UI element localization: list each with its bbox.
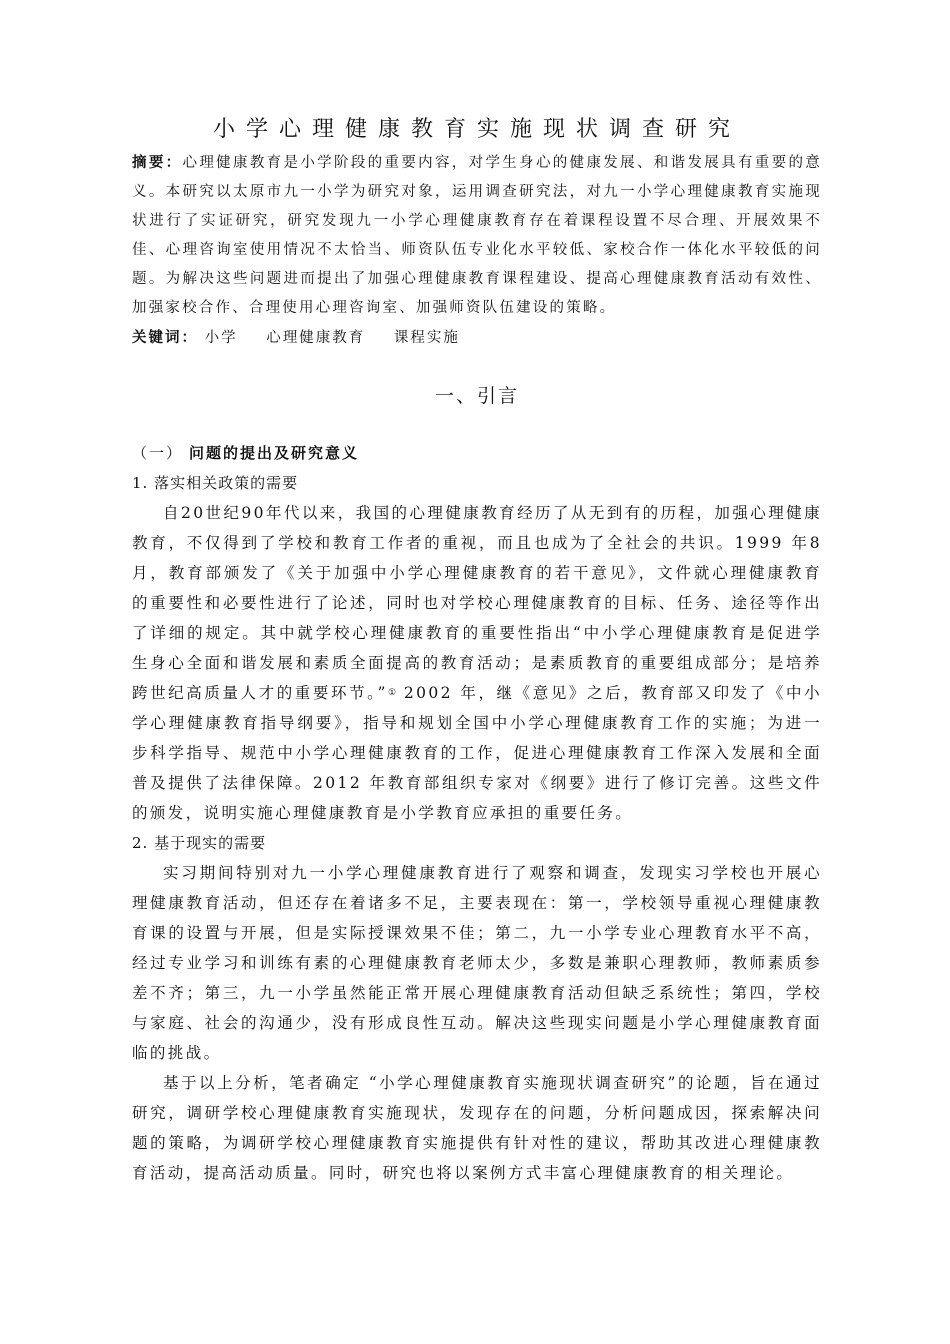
section-heading: 一、引言 [434,385,519,407]
subsection-title: 问题的提出及研究意义 [189,444,360,462]
point-heading-1: 1. 落实相关政策的需要 [132,474,299,492]
subsection-heading [132,438,822,468]
document-title: 小学心理健康教育实施现状调查研究 [212,117,741,142]
abstract-text: 心理健康教育是小学阶段的重要内容，对学生身心的健康发展、和谐发展具有重要的意义。本研究以太原市九一小学为研究对象，运用调查研究法，对九一小学心理健康教育实施现状进行了实证研究，研究发现九一小学心理健康教育存在着课程设置不尽合理、开展效果不佳、心理咨询室使用情况不太恰当、师资队伍专业化水平较低、家校合作一体化水平较低的问题。为解决这些问题进而提出了加强心理健康教育课程建设、提高心理健康教育活动有效性、加强家校合作、合理使用心理咨询室、加强师资队伍建设的策略。 [132,155,822,316]
footnote-marker[interactable]: ① [387,688,397,698]
abstract-label: 摘要： [132,155,183,171]
keyword-item: 课程实施 [393,330,460,346]
subsection-number: （一） [132,444,184,462]
paragraph-text: 自20世纪90年代以来，我国的心理健康教育经历了从无到有的历程，加强心理健康教育，不仅得到了学校和教育工作者的重视，而且也成为了全社会的共识。1999 年8 月，教育部颁发了《关于加强中小学心理健康教育的若干意见》，文件就心理健康教育的重要性和必要性进行了论述，同时也对学校心理健康教育的目标、任务、途径等作出了详细的规定。其中就学校心理健康教育的重要性指出“中小学心理健康教育是促进学生身心全面和谐发展和素质全面提高的教育活动；是素质教育的重要组成部分；是培养跨世纪高质量人才的重要环节。” [132,504,822,702]
paragraph [132,498,822,828]
document-page [132,112,822,1188]
keywords [132,323,822,353]
paragraph-text: 2002 年，继《意见》之后，教育部又印发了《中小学心理健康教育指导纲要》，指导和规划全国中小学心理健康教育工作的实施；为进一步科学指导、规范中小学心理健康教育的工作，促进心理健康教育工作深入发展和全面普及提供了法律保障。2012 年教育部组织专家对《纲要》进行了修订完善。这些文件的颁发，说明实施心理健康教育是小学教育应承担的重要任务。 [132,684,822,822]
keywords-label: 关键词： [132,330,198,346]
abstract [132,149,822,323]
point-heading-2: 2. 基于现实的需要 [132,834,267,852]
paragraph: 基于以上分析，笔者确定 “小学心理健康教育实施现状调查研究”的论题，旨在通过研究，调研学校心理健康教育实施现状，发现存在的问题，分析问题成因，探索解决问题的策略，为调研学校心理健康教育实施提供有针对性的建议，帮助其改进心理健康教育活动，提高活动质量。同时，研究也将以案例方式丰富心理健康教育的相关理论。 [132,1074,822,1182]
paragraph: 实习期间特别对九一小学心理健康教育进行了观察和调查，发现实习学校也开展心理健康教育活动，但还存在着诸多不足，主要表现在：第一，学校领导重视心理健康教育课的设置与开展，但是实际授课效果不佳；第二，九一小学专业心理教育水平不高，经过专业学习和训练有素的心理健康教育老师太少，多数是兼职心理教师，教师素质参差不齐；第三，九一小学虽然能正常开展心理健康教育活动但缺乏系统性；第四，学校与家庭、社会的沟通少，没有形成良性互动。解决这些现实问题是小学心理健康教育面临的挑战。 [132,864,822,1062]
keyword-item: 小学 [204,330,238,346]
keyword-item: 心理健康教育 [266,330,366,346]
